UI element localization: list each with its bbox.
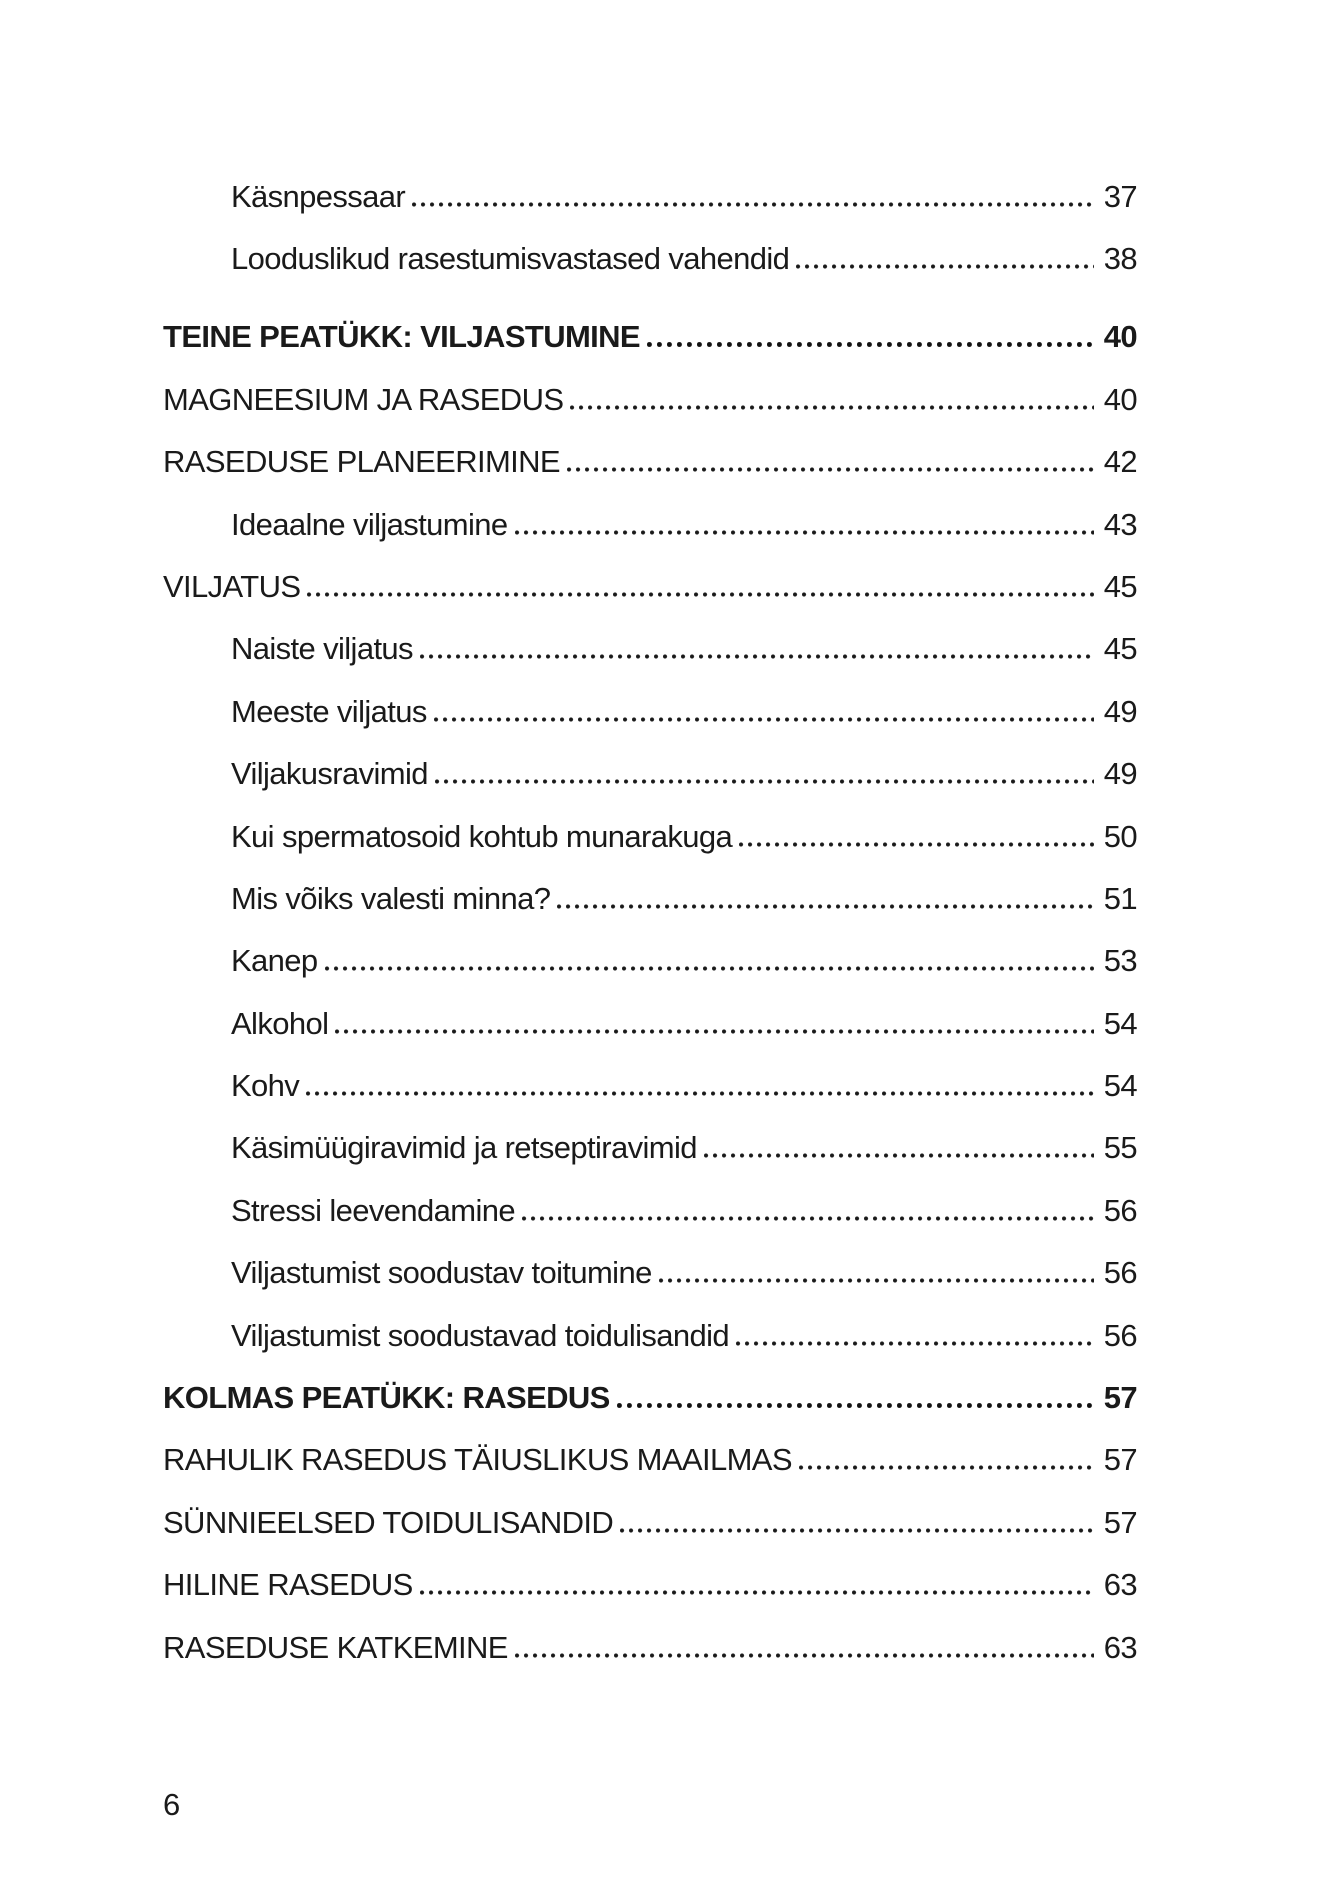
toc-entry-label: SÜNNIEELSED TOIDULISANDID: [163, 1504, 614, 1540]
dot-leader: [434, 717, 1094, 722]
toc-entry-page: 50: [1103, 818, 1137, 854]
toc-entry-page: 55: [1103, 1130, 1137, 1166]
toc-entry: [163, 1305, 1137, 1367]
toc-entry-label: Viljastumist soodustav toitumine: [231, 1255, 652, 1291]
toc-entry: [163, 1367, 1137, 1429]
dot-leader: [515, 530, 1095, 535]
toc-entry-page: 53: [1103, 943, 1137, 979]
toc-entry-page: 57: [1103, 1442, 1137, 1478]
dot-leader: [620, 1528, 1094, 1533]
toc-entry-label: TEINE PEATÜKK: VILJASTUMINE: [163, 319, 640, 355]
toc-entry: [163, 1180, 1137, 1242]
toc-entry-label: Käsimüügiravimid ja retseptiravimid: [231, 1130, 697, 1166]
dot-leader: [796, 264, 1094, 269]
toc-entry-page: 49: [1103, 756, 1137, 792]
toc-entry-label: Meeste viljatus: [231, 693, 427, 729]
toc-entry-label: Looduslikud rasestumisvastased vahendid: [231, 241, 790, 277]
dot-leader: [335, 1029, 1094, 1034]
dot-leader: [435, 779, 1094, 784]
toc-entry: [163, 166, 1137, 228]
toc-entry-page: 43: [1103, 506, 1137, 542]
toc-entry-page: 40: [1103, 319, 1137, 355]
dot-leader: [325, 966, 1094, 971]
dot-leader: [522, 1216, 1094, 1221]
dot-leader: [306, 1091, 1094, 1096]
toc-entry: [163, 369, 1137, 431]
toc-entry: [163, 1492, 1137, 1554]
toc-entry: [163, 1617, 1137, 1679]
toc-entry: [163, 1554, 1137, 1616]
toc-entry-page: 63: [1103, 1629, 1137, 1665]
toc-entry-page: 40: [1103, 381, 1137, 417]
toc-entry: [163, 494, 1137, 556]
toc-entry: [163, 1429, 1137, 1491]
toc-entry-label: Viljakusravimid: [231, 756, 428, 792]
toc-entry-label: HILINE RASEDUS: [163, 1567, 413, 1603]
toc-entry-page: 56: [1103, 1192, 1137, 1228]
toc-entry: [163, 431, 1137, 493]
dot-leader: [739, 842, 1094, 847]
page-number: 6: [163, 1787, 181, 1822]
toc-entry-label: Viljastumist soodustavad toidulisandid: [231, 1317, 730, 1353]
toc-entry-page: 51: [1103, 880, 1137, 916]
toc-entry-label: Stressi leevendamine: [231, 1192, 515, 1228]
toc-entry-page: 57: [1103, 1504, 1137, 1540]
dot-leader: [659, 1278, 1094, 1283]
toc-entry: [163, 1055, 1137, 1117]
dot-leader: [420, 1590, 1094, 1595]
dot-leader: [307, 592, 1094, 597]
toc-entry-label: Alkohol: [231, 1005, 329, 1041]
toc-entry-page: 37: [1103, 179, 1137, 214]
dot-leader: [736, 1341, 1094, 1346]
toc-entry-page: 45: [1103, 568, 1137, 604]
dot-leader: [515, 1653, 1094, 1658]
toc-entry-label: RASEDUSE PLANEERIMINE: [163, 444, 560, 480]
toc-entry-page: 45: [1103, 631, 1137, 667]
toc-entry-label: MAGNEESIUM JA RASEDUS: [163, 381, 564, 417]
toc-entry-label: Käsnpessaar: [231, 179, 406, 214]
dot-leader: [570, 405, 1094, 410]
toc-entry-label: Kohv: [231, 1068, 300, 1104]
toc-entry-label: Mis võiks valesti minna?: [231, 880, 551, 916]
dot-leader: [412, 202, 1094, 207]
toc-entry: [163, 868, 1137, 930]
toc-entry-page: 57: [1103, 1380, 1137, 1416]
toc-entry: [163, 806, 1137, 868]
toc-entry-label: VILJATUS: [163, 568, 301, 604]
toc-entry: [163, 743, 1137, 805]
dot-leader: [617, 1403, 1094, 1408]
toc-entry-label: Ideaalne viljastumine: [231, 506, 508, 542]
toc-entry-label: RASEDUSE KATKEMINE: [163, 1629, 508, 1665]
dot-leader: [647, 342, 1094, 347]
toc-entry-label: KOLMAS PEATÜKK: RASEDUS: [163, 1380, 610, 1416]
toc-entry: [163, 556, 1137, 618]
toc-entry: [163, 681, 1137, 743]
toc-entry: [163, 618, 1137, 680]
toc-entry-page: 49: [1103, 693, 1137, 729]
dot-leader: [420, 654, 1094, 659]
toc-entry-page: 38: [1103, 241, 1137, 277]
dot-leader: [799, 1465, 1094, 1470]
toc-entry: [163, 1242, 1137, 1304]
toc-entry-label: Kanep: [231, 943, 318, 979]
toc-list: [163, 166, 1137, 1679]
toc-entry-label: Naiste viljatus: [231, 631, 413, 667]
toc-entry: [163, 930, 1137, 992]
toc-entry: [163, 1117, 1137, 1179]
dot-leader: [557, 904, 1094, 909]
toc-entry-page: 54: [1103, 1068, 1137, 1104]
toc-entry-page: 54: [1103, 1005, 1137, 1041]
dot-leader: [704, 1153, 1094, 1158]
toc-entry-page: 56: [1103, 1317, 1137, 1353]
toc-entry: [163, 228, 1137, 290]
toc-entry-label: RAHULIK RASEDUS TÄIUSLIKUS MAAILMAS: [163, 1442, 792, 1478]
dot-leader: [567, 467, 1094, 472]
toc-entry-label: Kui spermatosoid kohtub munarakuga: [231, 818, 733, 854]
toc-entry-page: 63: [1103, 1567, 1137, 1603]
toc-entry: [163, 306, 1137, 368]
toc-entry-page: 42: [1103, 444, 1137, 480]
toc-entry-page: 56: [1103, 1255, 1137, 1291]
toc-entry: [163, 993, 1137, 1055]
